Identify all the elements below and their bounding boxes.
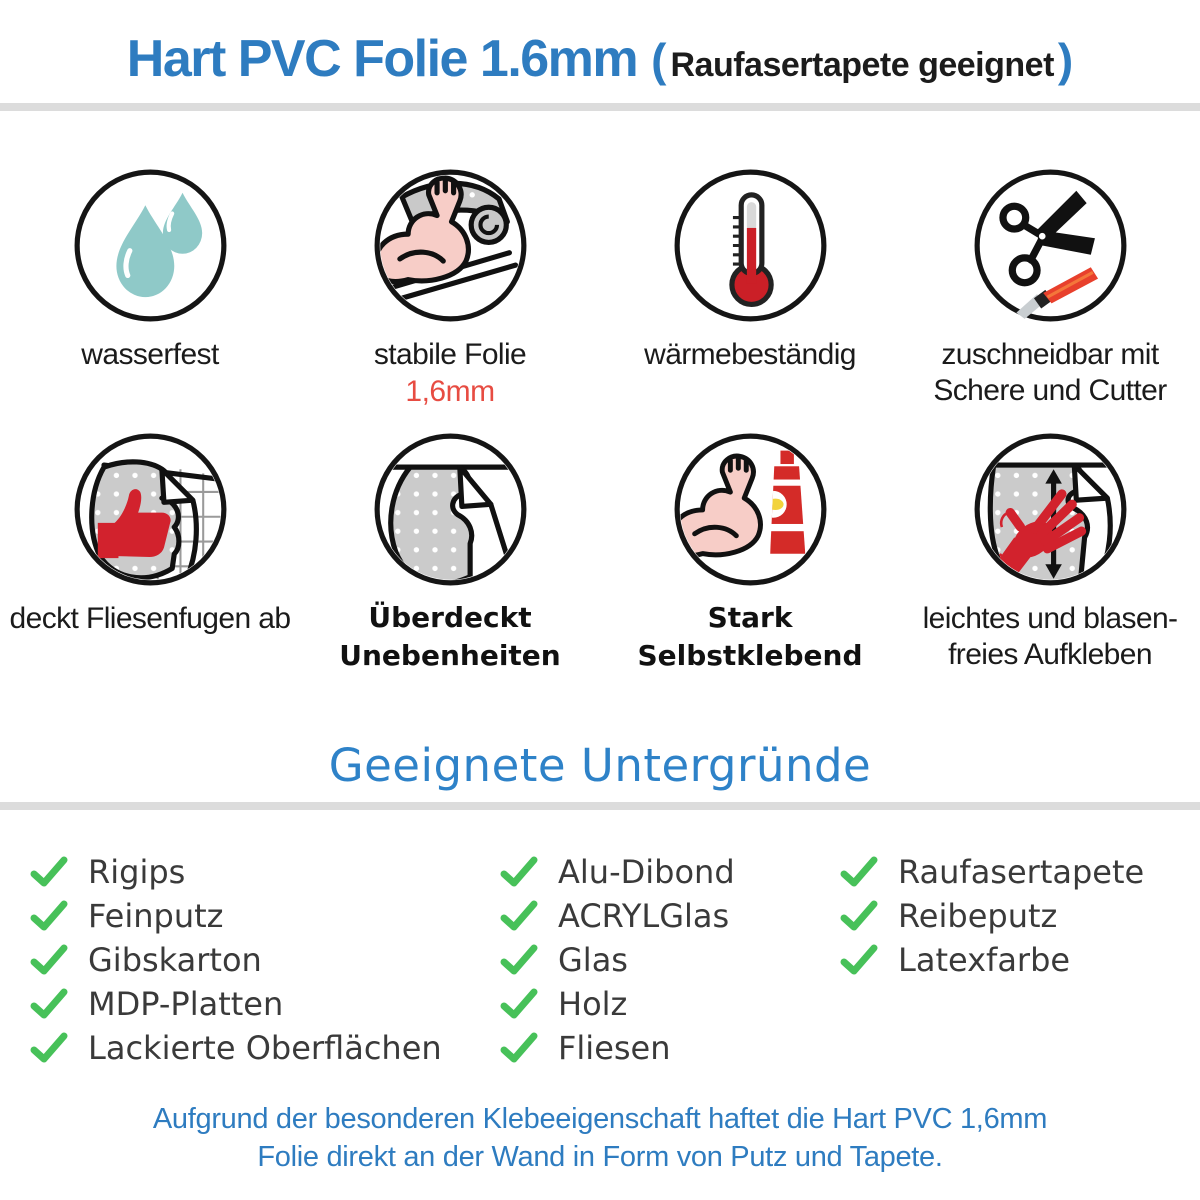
header bbox=[0, 0, 1200, 103]
check-icon bbox=[30, 1032, 68, 1064]
feature-sublabel: 1,6mm bbox=[405, 375, 495, 408]
footer-line-1: Aufgrund der besonderen Klebeeigenschaft haftet die Hart PVC 1,6mm bbox=[152, 1103, 1048, 1135]
check-icon bbox=[500, 988, 538, 1020]
footer-note bbox=[0, 1100, 1200, 1176]
check-icon bbox=[30, 988, 68, 1020]
feature-label: wasserfest bbox=[81, 338, 219, 371]
feature-cuttable bbox=[900, 111, 1200, 410]
surfaces-column-1 bbox=[30, 850, 500, 1070]
feature-label: deckt Fliesenfugen ab bbox=[9, 602, 291, 635]
feature-label-line2: Unebenheiten bbox=[339, 639, 561, 672]
surface-item bbox=[500, 894, 840, 938]
check-icon bbox=[840, 900, 878, 932]
surface-item bbox=[500, 982, 840, 1026]
surface-item bbox=[840, 938, 1200, 982]
check-icon bbox=[30, 856, 68, 888]
surfaces-column-3 bbox=[840, 850, 1200, 1070]
surface-label: Raufasertapete bbox=[898, 853, 1145, 891]
divider-bar-middle bbox=[0, 802, 1200, 810]
surface-label: Gibskarton bbox=[88, 941, 262, 979]
surface-label: Fliesen bbox=[558, 1029, 671, 1067]
muscle-arm-glue-tube-icon bbox=[673, 432, 828, 587]
feature-waterproof bbox=[0, 111, 300, 410]
surfaces-list bbox=[0, 850, 1200, 1070]
feature-easy-bubble-free bbox=[900, 410, 1200, 675]
surface-item bbox=[30, 894, 500, 938]
surface-label: Rigips bbox=[88, 853, 186, 891]
surface-item bbox=[500, 938, 840, 982]
surface-item bbox=[840, 850, 1200, 894]
water-drops-icon bbox=[73, 168, 228, 323]
title-paren-open: ( bbox=[651, 34, 667, 86]
surface-item bbox=[30, 1026, 500, 1070]
feature-label-line2: Selbstklebend bbox=[637, 639, 863, 672]
surface-item bbox=[500, 850, 840, 894]
muscle-arm-foil-roll-icon bbox=[373, 168, 528, 323]
check-icon bbox=[500, 1032, 538, 1064]
surface-label: Alu-Dibond bbox=[558, 853, 735, 891]
surface-label: ACRYLGlas bbox=[558, 897, 730, 935]
surface-label: Holz bbox=[558, 985, 628, 1023]
feature-label: wärmebeständig bbox=[644, 338, 856, 371]
surfaces-heading: Geeignete Untergründe bbox=[328, 739, 872, 792]
thermometer-icon bbox=[673, 168, 828, 323]
feature-heat-resistant bbox=[600, 111, 900, 410]
feature-label-line1: Überdeckt bbox=[368, 601, 532, 634]
surfaces-column-2 bbox=[500, 850, 840, 1070]
features-row-1 bbox=[0, 111, 1200, 410]
feature-label-line2: Schere und Cutter bbox=[933, 374, 1167, 407]
surface-label: Glas bbox=[558, 941, 628, 979]
features-grid bbox=[0, 111, 1200, 675]
feature-label: stabile Folie bbox=[373, 338, 527, 371]
check-icon bbox=[30, 944, 68, 976]
footer-line-2: Folie direkt an der Wand in Form von Putz und Tapete. bbox=[257, 1141, 943, 1173]
feature-label-line1: zuschneidbar mit bbox=[941, 338, 1159, 371]
check-icon bbox=[840, 944, 878, 976]
feature-label-line1: Stark bbox=[707, 601, 793, 634]
page-title bbox=[127, 29, 1073, 89]
surface-item bbox=[840, 894, 1200, 938]
surface-item bbox=[30, 982, 500, 1026]
surface-label: Feinputz bbox=[88, 897, 224, 935]
check-icon bbox=[500, 900, 538, 932]
thumb-up-tiles-icon bbox=[73, 432, 228, 587]
title-note: Raufasertapete geeignet bbox=[670, 46, 1054, 84]
surface-item bbox=[500, 1026, 840, 1070]
features-row-2 bbox=[0, 410, 1200, 675]
surface-label: Reibeputz bbox=[898, 897, 1058, 935]
feature-stable-foil bbox=[300, 111, 600, 410]
title-paren-close: ) bbox=[1057, 34, 1074, 86]
title-main: Hart PVC Folie 1.6mm bbox=[126, 30, 638, 88]
scissors-cutter-icon bbox=[973, 168, 1128, 323]
check-icon bbox=[500, 856, 538, 888]
feature-covers-tile-joints bbox=[0, 410, 300, 675]
divider-bar-top bbox=[0, 103, 1200, 111]
feature-label-line1: leichtes und blasen- bbox=[922, 602, 1178, 635]
surface-label: Lackierte Oberflächen bbox=[88, 1029, 442, 1067]
surface-label: MDP-Platten bbox=[88, 985, 284, 1023]
surface-item bbox=[30, 850, 500, 894]
feature-label-line2: freies Aufkleben bbox=[948, 638, 1152, 671]
check-icon bbox=[840, 856, 878, 888]
check-icon bbox=[500, 944, 538, 976]
foil-folded-corner-icon bbox=[373, 432, 528, 587]
hand-smoothing-foil-icon bbox=[973, 432, 1128, 587]
surface-item bbox=[30, 938, 500, 982]
feature-self-adhesive bbox=[600, 410, 900, 675]
surface-label: Latexfarbe bbox=[898, 941, 1071, 979]
check-icon bbox=[30, 900, 68, 932]
feature-covers-unevenness bbox=[300, 410, 600, 675]
